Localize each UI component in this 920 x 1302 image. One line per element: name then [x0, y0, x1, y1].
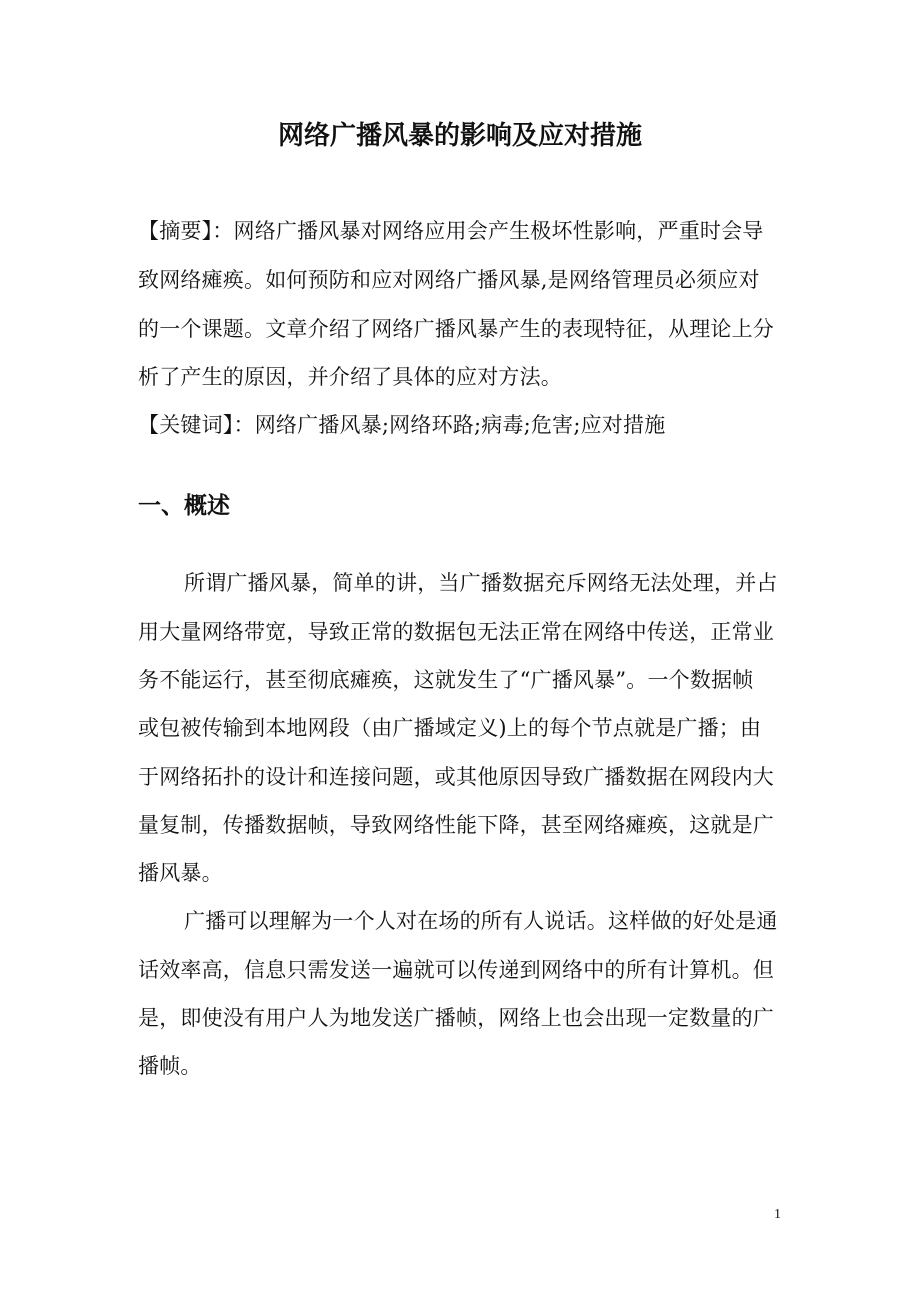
abstract-line: 【摘要】：网络广播风暴对网络应用会产生极坏性影响，严重时会导 — [138, 219, 764, 243]
abstract-line: 析了产生的原因，并介绍了具体的应对方法。 — [138, 365, 562, 389]
paragraph-line: 广播可以理解为一个人对在场的所有人说话。这样做的好处是通 — [184, 909, 778, 933]
keywords-line: 【关键词】：网络广播风暴;网络环路;病毒;危害;应对措施 — [138, 413, 666, 437]
paragraph-line: 话效率高，信息只需发送一遍就可以传递到网络中的所有计算机。但 — [138, 958, 774, 982]
page-number: 1 — [774, 1207, 781, 1222]
paragraph-line: 是，即使没有用户人为地发送广播帧，网络上也会出现一定数量的广 — [138, 1006, 774, 1030]
paragraph-line: 所谓广播风暴，简单的讲，当广播数据充斥网络无法处理，并占 — [184, 571, 778, 595]
abstract-line: 致网络瘫痪。如何预防和应对网络广播风暴,是网络管理员必须应对 — [138, 268, 760, 292]
abstract-line: 的一个课题。文章介绍了网络广播风暴产生的表现特征，从理论上分 — [138, 317, 774, 341]
paragraph-line: 务不能运行，甚至彻底瘫痪，这就发生了“广播风暴”。一个数据帧 — [138, 668, 754, 692]
paragraph-line: 播风暴。 — [138, 861, 223, 885]
section-heading: 一、概述 — [138, 492, 230, 519]
paragraph-line: 或包被传输到本地网段（由广播域定义)上的每个节点就是广播；由 — [138, 716, 762, 740]
paragraph-line: 于网络拓扑的设计和连接问题，或其他原因导致广播数据在网段内大 — [138, 765, 774, 789]
paragraph-line: 量复制，传播数据帧，导致网络性能下降，甚至网络瘫痪，这就是广 — [138, 813, 774, 837]
document-title: 网络广播风暴的影响及应对措施 — [277, 121, 642, 151]
paragraph-line: 用大量网络带宽，导致正常的数据包无法正常在网络中传送，正常业 — [138, 620, 774, 644]
paragraph-line: 播帧。 — [138, 1054, 202, 1078]
